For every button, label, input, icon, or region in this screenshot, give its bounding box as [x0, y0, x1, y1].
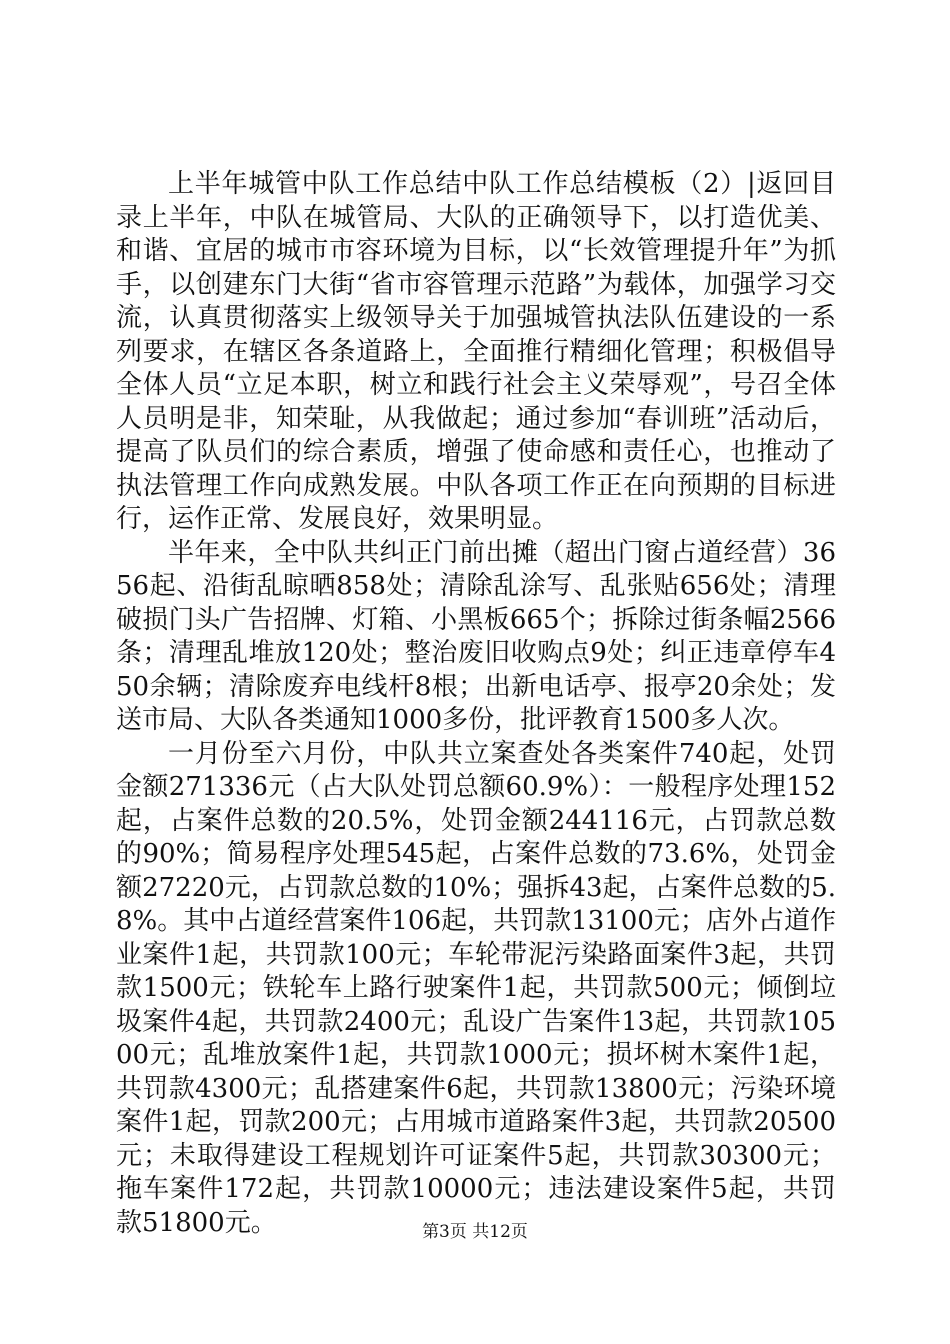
paragraph-cases: 一月份至六月份，中队共立案查处各类案件740起，处罚金额271336元（占大队处罚总额60.9%）：一般程序处理152起，占案件总数的20.5%，处罚金额244116元，占罚款总数的90%；简易程序处理545起，占案件总数的73.6%，处罚金额27220元，占罚款总数的10%；强拆43起，占案件总数的5.8%。其中占道经营案件106起，共罚款13100元；店外占道作业案件1起，共罚款100元；车轮带泥污染路面案件3起，共罚款1500元；铁轮车上路行驶案件1起，共罚款500元；倾倒垃圾案件4起，共罚款2400元；乱设广告案件13起，共罚款10500元；乱堆放案件1起，共罚款1000元；损坏树木案件1起，共罚款4300元；乱搭建案件6起，共罚款13800元；污染环境案件1起，罚款200元；占用城市道路案件3起，共罚款20500元；未取得建设工程规划许可证案件5起，共罚款30300元；拖车案件172起，共罚款10000元；违法建设案件5起，共罚款51800元。: [116, 738, 836, 1238]
paragraph-intro: 上半年城管中队工作总结中队工作总结模板（2）|返回目录上半年，中队在城管局、大队的正确领导下，以打造优美、和谐、宜居的城市市容环境为目标，以“长效管理提升年”为抓手，以创建东门大街“省市容管理示范路”为载体，加强学习交流，认真贯彻落实上级领导关于加强城管执法队伍建设的一系列要求，在辖区各条道路上，全面推行精细化管理；积极倡导全体人员“立足本职，树立和践行社会主义荣辱观”，号召全体人员明是非，知荣耻，从我做起；通过参加“春训班”活动后，提高了队员们的综合素质，增强了使命感和责任心，也推动了执法管理工作向成熟发展。中队各项工作正在向预期的目标进行，运作正常、发展良好，效果明显。: [116, 169, 836, 534]
paragraph-statistics: 半年来，全中队共纠正门前出摊（超出门窗占道经营）3656起、沿街乱晾晒858处；清除乱涂写、乱张贴656处；清理破损门头广告招牌、灯箱、小黑板665个；拆除过街条幅2566条；清理乱堆放120处；整治废旧收购点9处；纠正违章停车450余辆；清除废弃电线杆8根；出新电话亭、报亭20余处；发送市局、大队各类通知1000多份，批评教育1500多人次。: [116, 537, 836, 735]
page-footer: 第3页 共12页: [422, 1222, 528, 1242]
document-body: [116, 168, 836, 1240]
